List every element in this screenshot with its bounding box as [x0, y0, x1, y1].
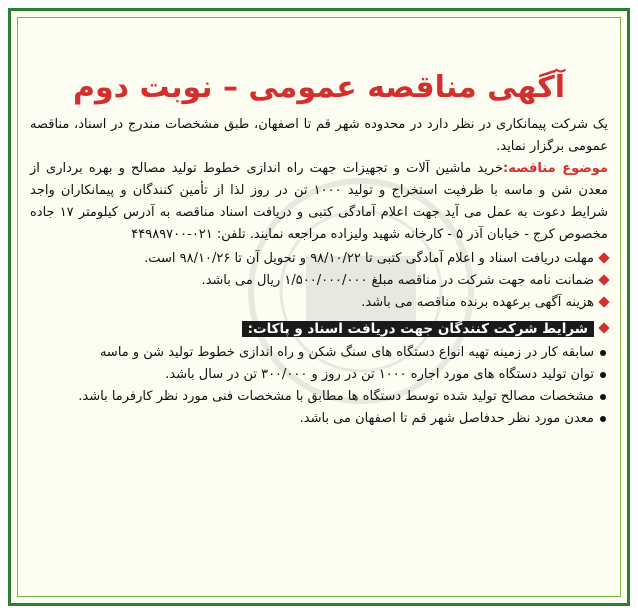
- subject-text: خرید ماشین آلات و تجهیزات جهت راه اندازی خطوط تولید مصالح و بهره برداری از معدن شن و ماسه با ظرفیت استخراج و تولید ۱۰۰۰ تن در روز لذا از تأمین کنندگان و پیمانکاران واجد شرایط دعوت به عمل می آید جهت اعلام آمادگی کتبی و دریافت اسناد مناقصه به آدرس کیلومتر ۱۷ جاده مخصوص کرج - خیابان آذر ۵ - کارخانه شهید ولیزاده مراجعه نمایند. تلفن: ۰۲۱-۴۴۹۸۹۷۰۰: [30, 161, 609, 242]
- condition-item: توان تولید دستگاه های مورد اجاره ۱۰۰۰ تن در روز و ۳۰۰/۰۰۰ تن در سال باشد.: [30, 364, 608, 386]
- note-item: ضمانت نامه جهت شرکت در مناقصه مبلغ ۱/۵۰۰/۰۰۰/۰۰۰ ریال می باشد.: [30, 270, 608, 292]
- subject-label: موضوع مناقصه:: [503, 161, 608, 176]
- condition-item: مشخصات مصالح تولید شده توسط دستگاه ها مطابق با مشخصات فنی مورد نظر کارفرما باشد.: [30, 386, 608, 408]
- intro-text: یک شرکت پیمانکاری در نظر دارد در محدوده شهر قم تا اصفهان، طبق مشخصات مندرج در اسناد، مناقصه عمومی برگزار نماید.: [30, 117, 608, 154]
- diamond-bullet-icon: [598, 252, 609, 263]
- ad-frame: [8, 8, 630, 606]
- diamond-bullet-icon: [598, 322, 609, 333]
- notes-list: [30, 248, 608, 314]
- dot-bullet-icon: [600, 372, 606, 378]
- conditions-heading: شرایط شرکت کنندگان جهت دریافت اسناد و پاکات:: [30, 318, 608, 340]
- subject-paragraph: [30, 158, 608, 246]
- ad-title: آگهی مناقصه عمومی – نوبت دوم: [72, 70, 566, 105]
- dot-bullet-icon: [600, 416, 606, 422]
- diamond-bullet-icon: [598, 296, 609, 307]
- note-item: هزینه آگهی برعهده برنده مناقصه می باشد.: [30, 292, 608, 314]
- ad-content: [17, 17, 621, 597]
- note-item: مهلت دریافت اسناد و اعلام آمادگی کتبی تا ۹۸/۱۰/۲۲ و تحویل آن تا ۹۸/۱۰/۲۶ است.: [30, 248, 608, 270]
- dot-bullet-icon: [600, 350, 606, 356]
- dot-bullet-icon: [600, 394, 606, 400]
- conditions-list: [30, 342, 608, 430]
- condition-item: سابقه کار در زمینه تهیه انواع دستگاه های سنگ شکن و راه اندازی خطوط تولید شن و ماسه: [30, 342, 608, 364]
- condition-item: معدن مورد نظر حدفاصل شهر قم تا اصفهان می باشد.: [30, 408, 608, 430]
- diamond-bullet-icon: [598, 274, 609, 285]
